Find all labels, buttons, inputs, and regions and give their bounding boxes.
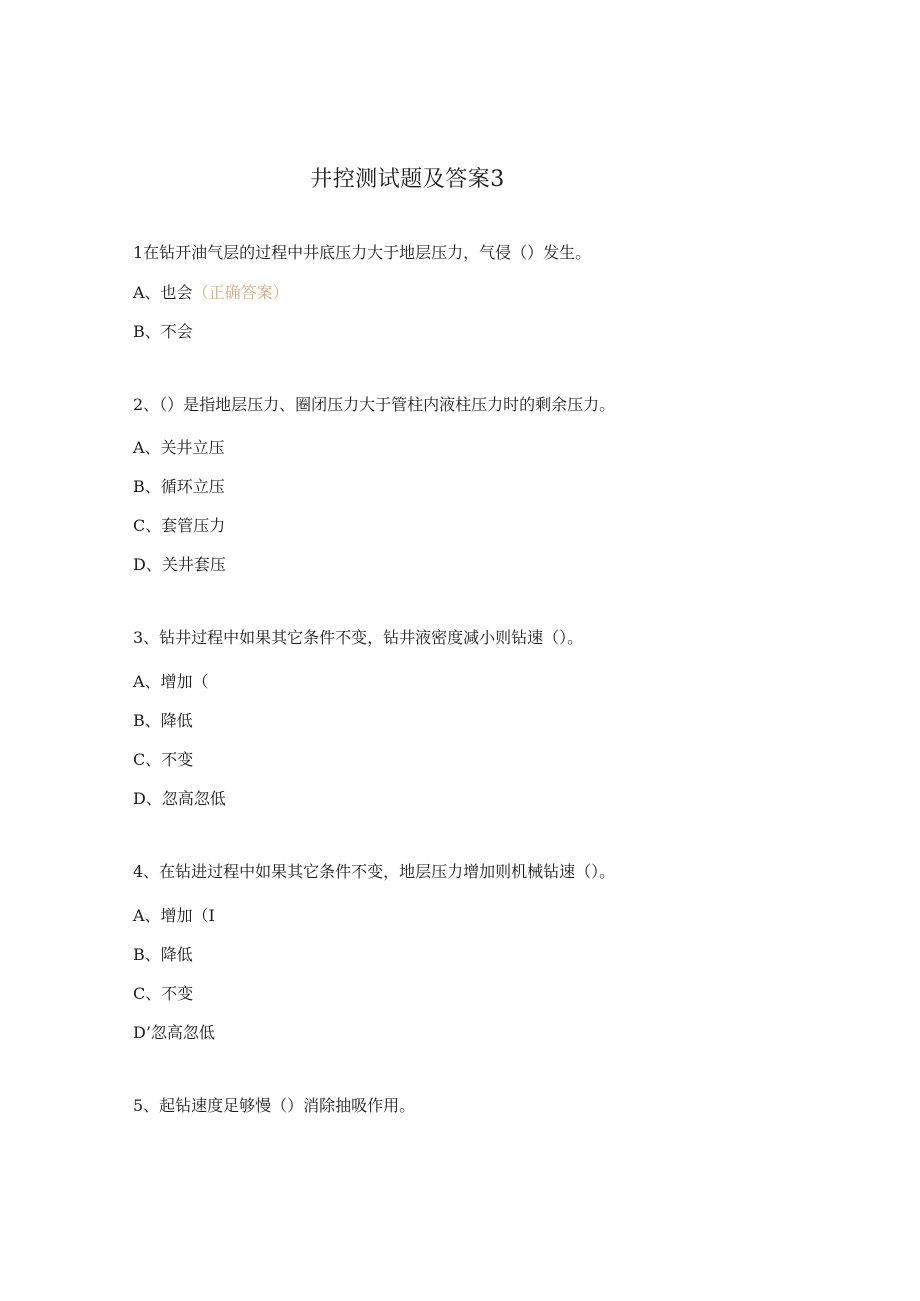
question-1: 1在钻开油气层的过程中井底压力大于地层压力，气侵（）发生。 xyxy=(133,243,592,262)
question-4: 4、在钻进过程中如果其它条件不变，地层压力增加则机械钻速（）。 xyxy=(133,862,616,881)
question-5: 5、起钻速度足够慢（）消除抽吸作用。 xyxy=(133,1096,416,1115)
option-2c: C、套管压力 xyxy=(133,516,226,535)
option-3c: C、不变 xyxy=(133,750,194,769)
option-4d: D’忽高忽低 xyxy=(133,1023,215,1042)
page-title: 井控测试题及答案3 xyxy=(310,167,505,192)
option-4b: B、降低 xyxy=(133,945,193,964)
option-3b: B、降低 xyxy=(133,711,193,730)
option-1a xyxy=(133,280,289,303)
question-2: 2、（）是指地层压力、圈闭压力大于管柱内液柱压力时的剩余压力。 xyxy=(133,395,616,414)
option-1b: B、不会 xyxy=(133,322,193,341)
option-2b: B、循环立压 xyxy=(133,477,225,496)
option-4c: C、不变 xyxy=(133,984,194,1003)
option-label: A、也会 xyxy=(133,283,193,302)
option-3d: D、忽高忽低 xyxy=(133,789,226,808)
option-2a: A、关井立压 xyxy=(133,438,225,457)
option-4a: A、增加（I xyxy=(133,906,215,925)
option-3a: A、增加（ xyxy=(133,672,209,691)
question-3: 3、钻井过程中如果其它条件不变，钻井液密度减小则钻速（）。 xyxy=(133,628,584,647)
option-2d: D、关井套压 xyxy=(133,555,226,574)
correct-answer-mark: （正确答案） xyxy=(192,283,289,302)
